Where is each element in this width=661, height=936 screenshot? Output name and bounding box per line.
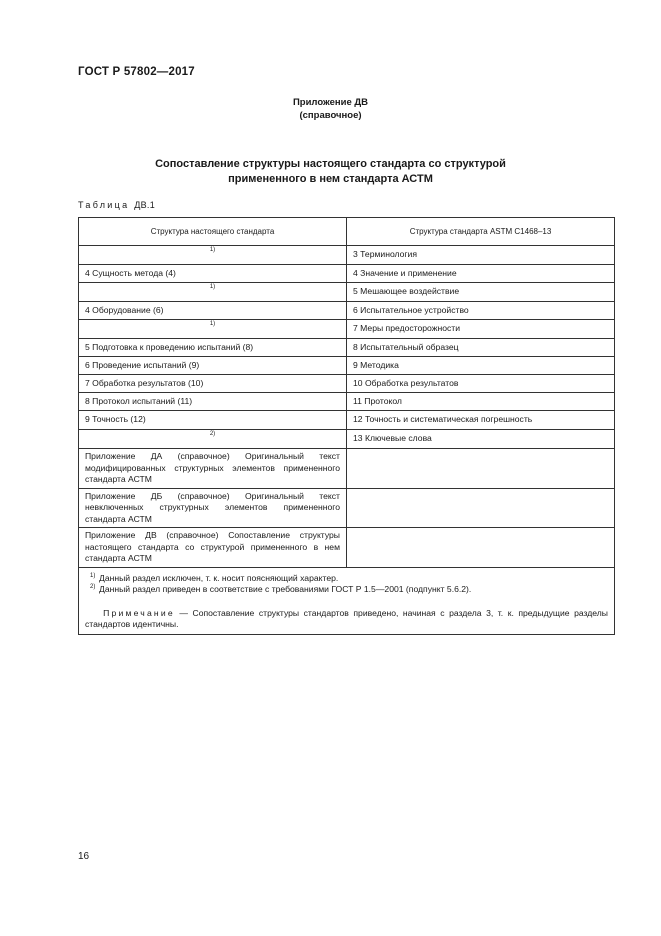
table-caption [78, 200, 155, 210]
table-row [79, 430, 615, 449]
table-row [79, 302, 615, 320]
page-number: 16 [78, 851, 90, 862]
table-footnotes-row [79, 567, 615, 634]
table-row [79, 375, 615, 393]
table-cell-right: 12 Точность и систематическая погрешность [347, 411, 615, 430]
table-note-text: — Сопоставление структуры стандартов приведено, начиная с раздела 3, т. к. предыдущие разделы стандартов идентичны. [85, 607, 608, 629]
table-footnotes [79, 567, 615, 634]
table-cell-left: Приложение ДА (справочное) Оригинальный текст модифицированных структурных элементов примененного стандарта АСТМ [79, 449, 347, 489]
table-cell-right: 4 Значение и применение [347, 265, 615, 283]
table-cell-right: 9 Методика [347, 357, 615, 375]
table-note [85, 608, 608, 631]
appendix-heading [0, 96, 661, 122]
table-cell-right: 13 Ключевые слова [347, 430, 615, 449]
appendix-name: Приложение ДВ [292, 97, 369, 108]
table-caption-number: ДВ.1 [134, 200, 156, 210]
table-row [79, 320, 615, 339]
table-header-row [79, 218, 615, 246]
table-cell-footnote-ref: 2) [79, 430, 347, 449]
footnote-2-mark: 2) [90, 584, 96, 590]
table-cell-right: 6 Испытательное устройство [347, 302, 615, 320]
footnote-1 [85, 573, 608, 585]
table-row [79, 265, 615, 283]
table-cell-right [347, 528, 615, 568]
table-cell-right: 10 Обработка результатов [347, 375, 615, 393]
table-row [79, 283, 615, 302]
table-row [79, 449, 615, 489]
table-cell-right: 5 Мешающее воздействие [347, 283, 615, 302]
table-cell-left: Приложение ДБ (справочное) Оригинальный текст невключенных структурных элементов примененного стандарта АСТМ [79, 488, 347, 528]
table-row [79, 528, 615, 568]
page-title-line-2: примененного в нем стандарта АСТМ [228, 173, 433, 185]
table-header-right: Структура стандарта ASTM C1468–13 [347, 218, 615, 246]
footnote-1-text: Данный раздел исключен, т. к. носит поясняющий характер. [99, 572, 339, 583]
table-cell-right [347, 488, 615, 528]
footnote-2 [85, 584, 608, 596]
footnote-2-text: Данный раздел приведен в соответствие с требованиями ГОСТ Р 1.5—2001 (подпункт 5.6.2). [99, 584, 472, 594]
table-cell-left: 7 Обработка результатов (10) [79, 375, 347, 393]
document-code: ГОСТ Р 57802—2017 [78, 66, 195, 78]
table-cell-right: 8 Испытательный образец [347, 339, 615, 357]
table-cell-footnote-ref: 1) [79, 246, 347, 265]
table-row [79, 488, 615, 528]
table-cell-left: 9 Точность (12) [79, 411, 347, 430]
table-header-left: Структура настоящего стандарта [79, 218, 347, 246]
table-cell-footnote-ref: 1) [79, 283, 347, 302]
table-caption-word: Таблица [78, 200, 130, 210]
table-cell-left: 8 Протокол испытаний (11) [79, 393, 347, 411]
footnote-1-mark: 1) [90, 572, 96, 579]
table-cell-left: 6 Проведение испытаний (9) [79, 357, 347, 375]
comparison-table [78, 217, 615, 635]
table-row [79, 393, 615, 411]
table-cell-left: 4 Сущность метода (4) [79, 265, 347, 283]
table-cell-left: 4 Оборудование (6) [79, 302, 347, 320]
table-cell-right [347, 449, 615, 489]
table-cell-left: 5 Подготовка к проведению испытаний (8) [79, 339, 347, 357]
table-cell-right: 3 Терминология [347, 246, 615, 265]
table-cell-right: 7 Меры предосторожности [347, 320, 615, 339]
table-row [79, 411, 615, 430]
table-note-label: Примечание [103, 607, 175, 618]
appendix-kind: (справочное) [299, 110, 362, 121]
page-title-line-1: Сопоставление структуры настоящего стандарта со структурой [155, 158, 506, 170]
table-row [79, 339, 615, 357]
page-title [0, 157, 661, 187]
table-cell-right: 11 Протокол [347, 393, 615, 411]
table-cell-footnote-ref: 1) [79, 320, 347, 339]
table-cell-left: Приложение ДВ (справочное) Сопоставление структуры настоящего стандарта со структурой примененного в нем стандарта АСТМ [79, 528, 347, 568]
table-row [79, 357, 615, 375]
table-row [79, 246, 615, 265]
